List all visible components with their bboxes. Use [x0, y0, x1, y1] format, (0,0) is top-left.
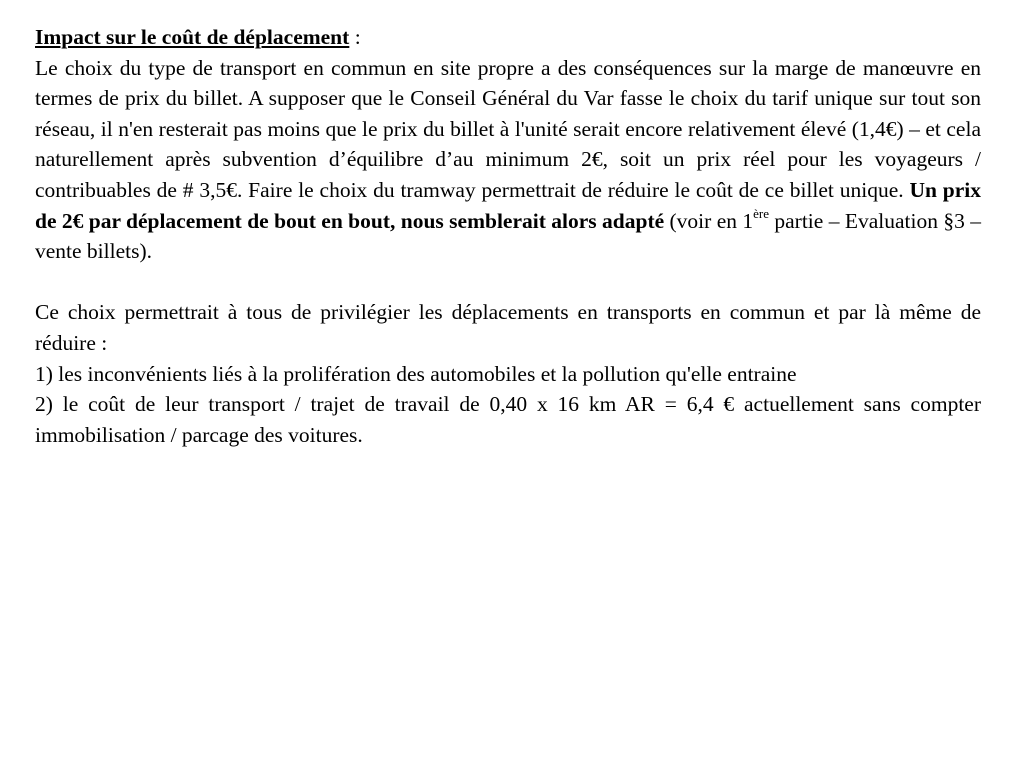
section-heading-line: [35, 22, 981, 53]
list-item: 2) le coût de leur transport / trajet de travail de 0,40 x 16 km AR = 6,4 € actuellement sans compter immobilisation / parcage des voitures.: [35, 392, 981, 447]
section-heading: Impact sur le coût de déplacement: [35, 25, 350, 49]
paragraph-spacer: [35, 267, 981, 298]
paragraph-tariff: [35, 53, 981, 267]
ordinal-superscript: ère: [753, 206, 769, 222]
list-item: 1) les inconvénients liés à la prolifération des automobiles et la pollution qu'elle entraine: [35, 361, 797, 386]
paragraph-benefits-intro: Ce choix permettrait à tous de privilégier les déplacements en transports en commun et par là même de réduire :: [35, 300, 981, 355]
slide-content: [35, 22, 981, 450]
paragraph-tariff-end: partie – Evaluation §3 – vente billets).: [35, 208, 981, 264]
paragraph-tariff-bold: Un prix de 2€ par déplacement de bout en bout, nous semblerait alors adapté: [35, 177, 981, 233]
paragraph-tariff-text: Le choix du type de transport en commun en site propre a des conséquences sur la marge de manœuvre en termes de prix du billet. A supposer que le Conseil Général du Var fasse le choix du tarif unique sur tout son réseau, il n'en resterait pas moins que le prix du billet à l'unité serait encore relativement élevé (1,4€) – et cela naturellement après subvention d’équilibre d’au minimum 2€, soit un prix réel pour les voyageurs / contribuables de # 3,5€. Faire le choix du tramway permettrait de réduire le coût de ce billet unique.: [35, 55, 981, 202]
section-heading-suffix: :: [349, 25, 361, 49]
paragraph-tariff-reference: (voir en 1: [664, 208, 754, 233]
